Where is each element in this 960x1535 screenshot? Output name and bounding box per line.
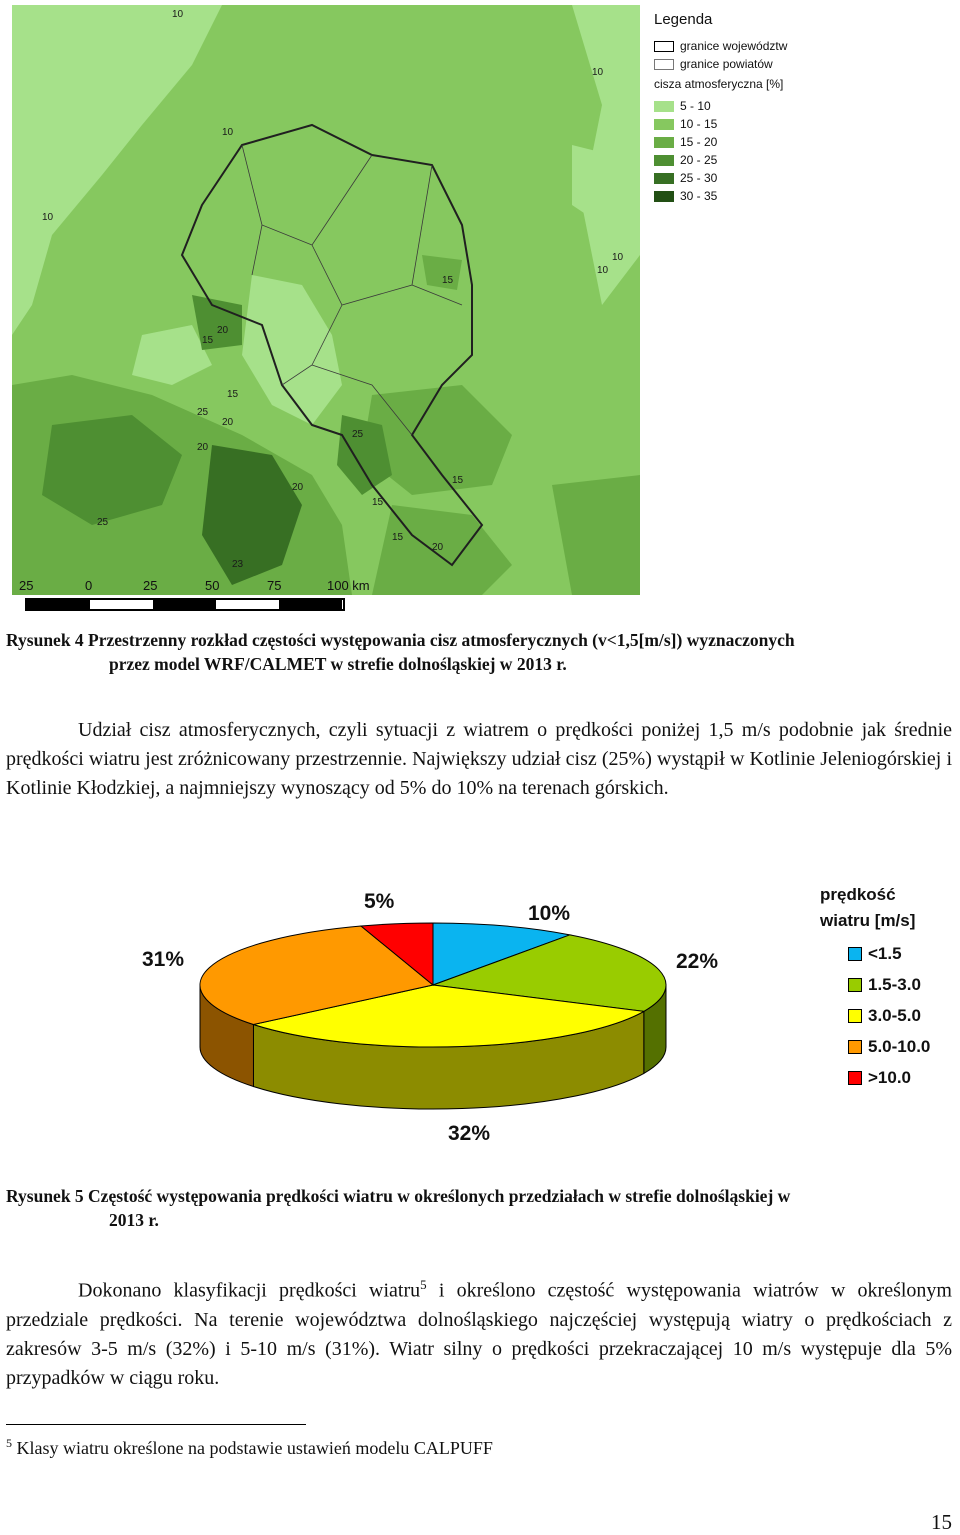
scale-label: 100 km bbox=[327, 578, 370, 593]
figure4-caption bbox=[6, 628, 952, 676]
scale-bar-graphic bbox=[25, 598, 345, 611]
legend-line-district bbox=[654, 57, 773, 71]
pie-legend-label: 3.0-5.0 bbox=[868, 1006, 921, 1025]
contour-label: 15 bbox=[452, 475, 464, 486]
footnote-mark: 5 bbox=[6, 1436, 12, 1450]
page-number: 15 bbox=[931, 1510, 952, 1534]
legend-class-row bbox=[654, 117, 717, 131]
pie-legend-row bbox=[848, 1068, 911, 1088]
legend-class-row bbox=[654, 171, 717, 185]
scale-label: 50 bbox=[205, 578, 220, 593]
contour-label: 25 bbox=[197, 407, 209, 418]
pie-legend bbox=[820, 880, 960, 1100]
pie-legend-swatch bbox=[848, 1040, 862, 1054]
voivodeship-boundary-swatch bbox=[654, 41, 674, 52]
footnote bbox=[6, 1436, 493, 1459]
map-legend bbox=[642, 5, 802, 215]
pie-legend-row bbox=[848, 975, 921, 995]
pie-legend-label: 5.0-10.0 bbox=[868, 1037, 931, 1056]
legend-class-swatch bbox=[654, 191, 674, 202]
pie-label-22: 22% bbox=[676, 950, 719, 973]
legend-class-swatch bbox=[654, 173, 674, 184]
paragraph-text-start: Dokonano klasyfikacji prędkości wiatru bbox=[78, 1279, 421, 1302]
contour-label: 20 bbox=[222, 417, 234, 428]
footnote-ref: 5 bbox=[420, 1277, 427, 1292]
wind-speed-pie-chart bbox=[100, 880, 760, 1150]
legend-class-label: 25 - 30 bbox=[680, 171, 718, 185]
figure4-caption-line1: Rysunek 4 Przestrzenny rozkład częstości występowania cisz atmosferycznych (v<1,5[m/s]) wyznaczonych bbox=[6, 630, 795, 650]
contour-label: 15 bbox=[392, 532, 404, 543]
legend-line-label: granice powiatów bbox=[680, 57, 773, 71]
scale-label: 25 bbox=[19, 578, 34, 593]
legend-class-label: 30 - 35 bbox=[680, 189, 718, 203]
legend-class-swatch bbox=[654, 101, 674, 112]
legend-class-swatch bbox=[654, 155, 674, 166]
legend-subtitle: cisza atmosferyczna [%] bbox=[654, 77, 784, 91]
contour-label: 25 bbox=[352, 429, 364, 440]
pie-legend-row bbox=[848, 944, 902, 964]
legend-class-row bbox=[654, 99, 711, 113]
footnote-text: Klasy wiatru określone na podstawie ustawień modelu CALPUFF bbox=[12, 1438, 493, 1458]
pie-legend-swatch bbox=[848, 1071, 862, 1085]
calm-frequency-map bbox=[12, 5, 640, 595]
legend-class-swatch bbox=[654, 137, 674, 148]
pie-legend-swatch bbox=[848, 1009, 862, 1023]
pie-legend-row bbox=[848, 1037, 930, 1057]
contour-label: 20 bbox=[432, 542, 444, 553]
paragraph-wind-classes bbox=[6, 1270, 952, 1393]
district-boundary-swatch bbox=[654, 59, 674, 70]
contour-label: 20 bbox=[292, 482, 304, 493]
scale-label: 0 bbox=[85, 578, 93, 593]
footnote-separator bbox=[6, 1424, 306, 1425]
legend-class-label: 5 - 10 bbox=[680, 99, 711, 113]
legend-line-voivodeship bbox=[654, 39, 787, 53]
pie-legend-title: prędkość wiatru [m/s] bbox=[820, 885, 916, 930]
legend-class-row bbox=[654, 135, 717, 149]
pie-legend-row bbox=[848, 1006, 921, 1026]
legend-class-row bbox=[654, 189, 717, 203]
legend-class-label: 15 - 20 bbox=[680, 135, 718, 149]
paragraph-text-rest: i określono częstość występowania wiatrów w określonym przedziale prędkości. Na terenie województwa dolnośląskiego najczęściej występują wiatry o prędkościach z zakresów 3-5 m/s (32%) i 5-10 m/s (31%). Wiatr silny o prędkości przekraczającej 10 m/s występuje dla 5% przypadków w ciągu roku. bbox=[6, 1279, 952, 1389]
scale-label: 75 bbox=[267, 578, 282, 593]
legend-class-label: 20 - 25 bbox=[680, 153, 718, 167]
contour-label: 10 bbox=[172, 9, 184, 20]
contour-label: 15 bbox=[442, 275, 454, 286]
contour-label: 15 bbox=[372, 497, 384, 508]
contour-label: 10 bbox=[597, 265, 609, 276]
scale-label: 25 bbox=[143, 578, 158, 593]
contour-label: 20 bbox=[197, 442, 209, 453]
figure5-caption bbox=[6, 1184, 952, 1232]
pie-legend-label: 1.5-3.0 bbox=[868, 975, 921, 994]
contour-label: 15 bbox=[202, 335, 214, 346]
figure4-caption-line2: przez model WRF/CALMET w strefie dolnośląskiej w 2013 r. bbox=[109, 654, 567, 674]
contour-label: 15 bbox=[227, 389, 239, 400]
pie-label-10: 10% bbox=[528, 902, 571, 925]
figure5-caption-line2: 2013 r. bbox=[109, 1210, 159, 1230]
pie-legend-label: <1.5 bbox=[868, 944, 902, 963]
pie-label-31: 31% bbox=[142, 948, 185, 971]
pie-label-32: 32% bbox=[448, 1122, 491, 1145]
legend-class-row bbox=[654, 153, 717, 167]
paragraph-text: Udział cisz atmosferycznych, czyli sytuacji z wiatrem o prędkości poniżej 1,5 m/s podobnie jak średnie prędkości wiatru jest zróżnicowany przestrzennie. Największy udział cisz (25%) wystąpił w Kotlinie Jeleniogórskiej i Kotlinie Kłodzkiej, a najmniejszy wynoszący od 5% do 10% na terenach górskich. bbox=[6, 719, 952, 799]
pie-label-5: 5% bbox=[364, 890, 395, 913]
legend-title: Legenda bbox=[654, 11, 713, 28]
scale-bar bbox=[15, 578, 395, 614]
contour-label: 23 bbox=[232, 559, 244, 570]
contour-label: 10 bbox=[592, 67, 604, 78]
contour-label: 10 bbox=[42, 212, 54, 223]
figure5-caption-line1: Rysunek 5 Częstość występowania prędkości wiatru w określonych przedziałach w strefie dolnośląskiej w bbox=[6, 1186, 791, 1206]
pie-legend-swatch bbox=[848, 947, 862, 961]
legend-class-swatch bbox=[654, 119, 674, 130]
paragraph-calm-share bbox=[6, 716, 952, 803]
contour-label: 10 bbox=[222, 127, 234, 138]
pie-legend-label: >10.0 bbox=[868, 1068, 912, 1087]
legend-class-label: 10 - 15 bbox=[680, 117, 718, 131]
legend-line-label: granice województw bbox=[680, 39, 788, 53]
pie-legend-swatch bbox=[848, 978, 862, 992]
contour-label: 20 bbox=[217, 325, 229, 336]
contour-label: 25 bbox=[97, 517, 109, 528]
contour-label: 10 bbox=[612, 252, 624, 263]
